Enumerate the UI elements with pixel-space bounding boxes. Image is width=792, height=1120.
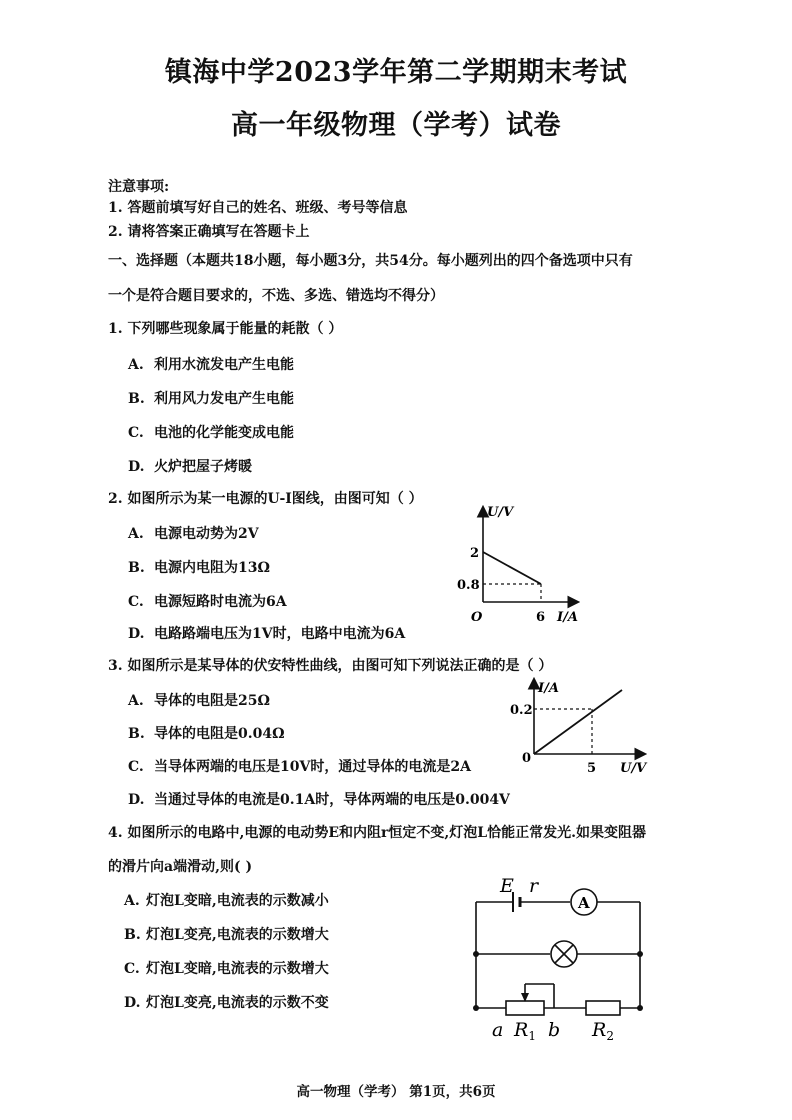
y-tick-label: 2 — [470, 546, 480, 561]
option-text: 利用水流发电产生电能 — [154, 357, 294, 373]
option-key: B. — [128, 391, 145, 407]
option-text: 利用风力发电产生电能 — [154, 391, 294, 407]
question-1-option-a — [128, 354, 294, 374]
option-key: C. — [128, 759, 144, 775]
option-key: D. — [128, 626, 145, 642]
question-3-stem: 3. 如图所示是某导体的伏安特性曲线，由图可知下列说法正确的是（ ） — [108, 658, 553, 674]
junction-dot — [637, 1005, 643, 1011]
x-tick-label: 5 — [587, 761, 597, 776]
label-r2 — [591, 1019, 614, 1043]
option-key: C. — [128, 594, 144, 610]
resistor-r2 — [586, 1001, 620, 1015]
exam-title: 镇海中学2023学年第二学期期末考试 — [164, 57, 628, 88]
question-1-stem: 1. 下列哪些现象属于能量的耗散（ ） — [108, 321, 343, 337]
option-text: 电池的化学能变成电能 — [154, 425, 294, 441]
ui-line — [483, 552, 541, 584]
section-instructions: 一、选择题（本题共18小题，每小题3分，共54分。每小题列出的四个备选项中只有 — [108, 253, 633, 269]
option-key: D. — [128, 459, 145, 475]
option-key: D. — [124, 995, 141, 1011]
option-key: B. — [124, 927, 141, 943]
y-axis-label: U/V — [487, 505, 514, 520]
iu-line — [534, 690, 622, 754]
option-text: 当导体两端的电压是10V时，通过导体的电流是2A — [154, 759, 471, 775]
ammeter-label: A — [578, 894, 590, 912]
option-key: B. — [128, 726, 145, 742]
y-axis-label: I/A — [538, 681, 559, 696]
option-text: 灯泡L变暗,电流表的示数增大 — [146, 961, 329, 977]
junction-dot — [473, 951, 479, 957]
question-4-stem: 4. 如图所示的电路中,电源的电动势E和内阻r恒定不变,灯泡L恰能正常发光.如果变阻器 — [108, 825, 646, 841]
label-r2-sub: 2 — [606, 1029, 614, 1043]
origin-label: O — [471, 610, 483, 625]
option-key: D. — [128, 792, 145, 808]
junction-dot — [637, 951, 643, 957]
question-1-option-b — [128, 388, 294, 408]
label-b: b — [548, 1019, 561, 1041]
option-text: 电源短路时电流为6A — [154, 594, 287, 610]
option-text: 电源内电阻为13Ω — [154, 560, 270, 576]
option-text: 电源电动势为2V — [154, 526, 259, 542]
option-text: 灯泡L变暗,电流表的示数减小 — [146, 893, 329, 909]
question-2-ui-graph — [445, 500, 615, 630]
x-axis-label: U/V — [620, 761, 647, 776]
x-tick-label: 6 — [536, 610, 546, 625]
page-footer: 高一物理（学考） 第1页，共6页 — [296, 1084, 496, 1100]
label-a: a — [492, 1019, 504, 1041]
section-instructions-cont: 一个是符合题目要求的，不选、多选、错选均不得分） — [108, 288, 444, 304]
question-2-option-d — [128, 623, 405, 643]
question-2-option-c — [128, 591, 287, 611]
question-3-option-b — [128, 723, 285, 743]
option-key: A. — [128, 693, 144, 709]
y-tick-label: 0.2 — [510, 703, 533, 718]
label-r1 — [513, 1019, 536, 1043]
x-axis-label: I/A — [557, 610, 578, 625]
question-3-option-c — [128, 756, 471, 776]
question-1-option-c — [128, 422, 294, 442]
question-4-circuit-diagram — [462, 872, 662, 1047]
question-4-option-c — [124, 958, 329, 978]
note-item: 1. 答题前填写好自己的姓名、班级、考号等信息 — [108, 200, 408, 216]
option-key: B. — [128, 560, 145, 576]
y-tick-label: 0.8 — [457, 578, 480, 593]
rheostat-r1 — [506, 1001, 544, 1015]
label-internal-resistance: r — [529, 875, 539, 897]
label-r2-main: R — [592, 1019, 607, 1041]
question-4-option-b — [124, 924, 329, 944]
option-text: 导体的电阻是25Ω — [154, 693, 270, 709]
option-key: A. — [128, 357, 144, 373]
option-text: 灯泡L变亮,电流表的示数增大 — [146, 927, 329, 943]
question-4-stem-cont: 的滑片向a端滑动,则( ) — [108, 859, 253, 875]
notes-heading: 注意事项: — [108, 179, 170, 195]
option-key: A. — [128, 526, 144, 542]
option-text: 电路路端电压为1V时，电路中电流为6A — [154, 626, 406, 642]
question-2-option-a — [128, 523, 259, 543]
option-text: 导体的电阻是0.04Ω — [154, 726, 285, 742]
exam-subtitle: 高一年级物理（学考）试卷 — [231, 110, 561, 141]
question-2-option-b — [128, 557, 270, 577]
question-3-option-d — [128, 789, 510, 809]
question-1-option-d — [128, 456, 252, 476]
question-2-stem: 2. 如图所示为某一电源的U-I图线，由图可知（ ） — [108, 491, 423, 507]
question-3-iu-graph — [510, 676, 660, 776]
option-text: 火炉把屋子烤暖 — [154, 459, 252, 475]
question-3-option-a — [128, 690, 270, 710]
option-key: C. — [124, 961, 140, 977]
question-4-option-d — [124, 992, 329, 1012]
note-item: 2. 请将答案正确填写在答题卡上 — [108, 224, 310, 240]
label-r1-sub: 1 — [528, 1029, 536, 1043]
origin-label: 0 — [522, 751, 532, 766]
label-r1-main: R — [514, 1019, 529, 1041]
junction-dot — [473, 1005, 479, 1011]
option-text: 当通过导体的电流是0.1A时，导体两端的电压是0.004V — [154, 792, 510, 808]
question-4-option-a — [124, 890, 329, 910]
label-emf: E — [500, 875, 514, 897]
option-text: 灯泡L变亮,电流表的示数不变 — [146, 995, 329, 1011]
option-key: C. — [128, 425, 144, 441]
option-key: A. — [124, 893, 140, 909]
